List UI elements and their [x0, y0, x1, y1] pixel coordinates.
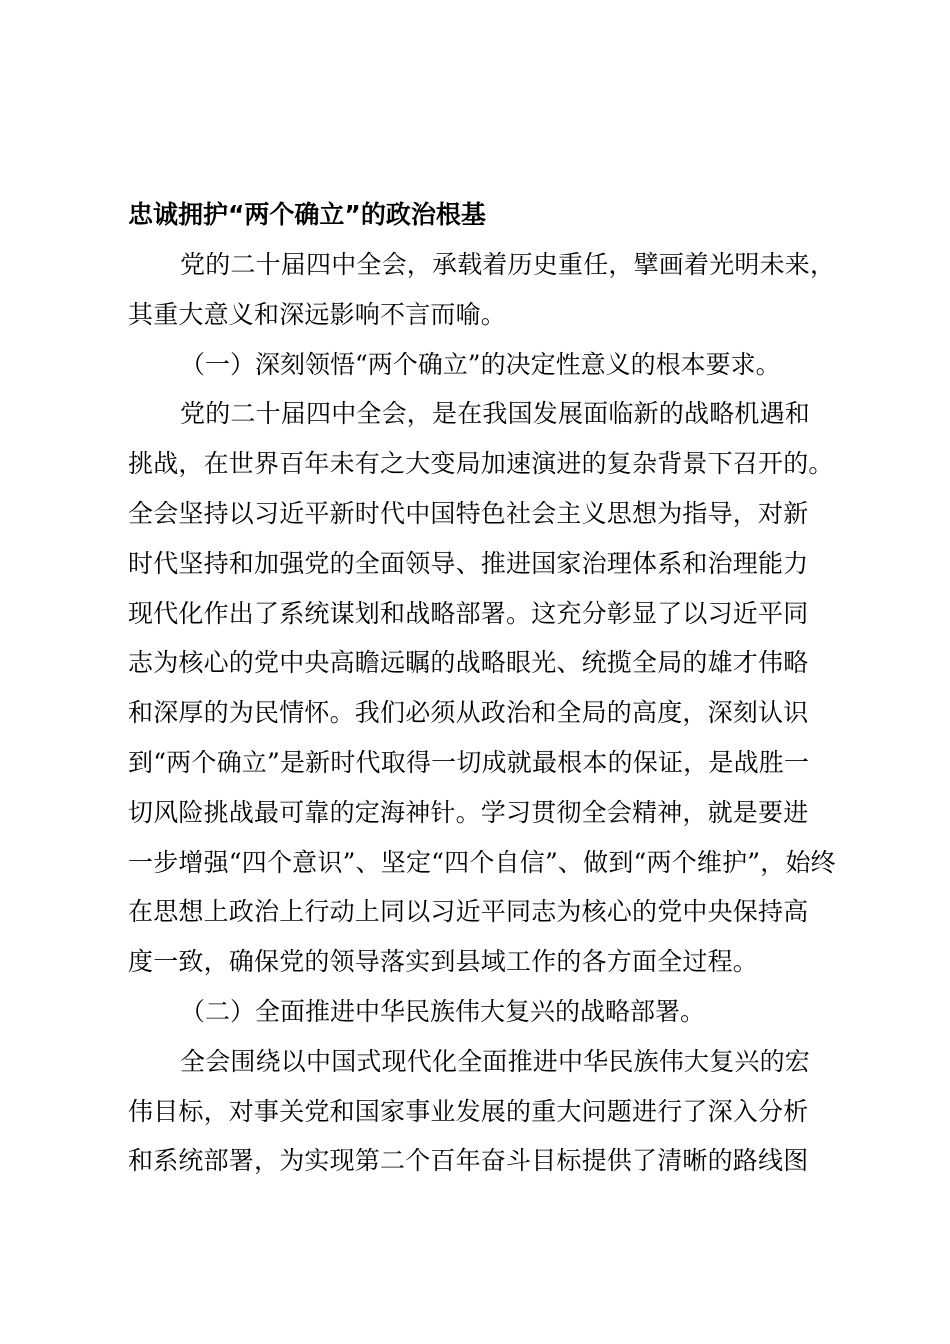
paragraph-line: 其重大意义和深远影响不言而喻。 — [128, 299, 507, 329]
section-1-paragraph — [128, 389, 838, 987]
section-heading-1: （一）深刻领悟“两个确立”的决定性意义的根本要求。 — [180, 349, 781, 379]
paragraph-line: 度一致，确保党的领导落实到县域工作的各方面全过程。 — [128, 947, 759, 977]
paragraph-line: 志为核心的党中央高瞻远瞩的战略眼光、统揽全局的雄才伟略 — [128, 648, 809, 678]
paragraph-line: 到“两个确立”是新时代取得一切成就最根本的保证，是战胜一 — [128, 747, 810, 777]
paragraph-line: 时代坚持和加强党的全面领导、推进国家治理体系和治理能力 — [128, 548, 809, 578]
document-body — [128, 190, 838, 1186]
document-title: 忠诚拥护“两个确立”的政治根基 — [128, 200, 486, 229]
paragraph-line: 全会围绕以中国式现代化全面推进中华民族伟大复兴的宏 — [180, 1046, 811, 1076]
intro-paragraph — [128, 240, 838, 340]
paragraph-line: 和深厚的为民情怀。我们必须从政治和全局的高度，深刻认识 — [128, 698, 809, 728]
paragraph-line: 一步增强“四个意识”、坚定“四个自信”、做到“两个维护”，始终 — [128, 847, 836, 877]
paragraph-line: 现代化作出了系统谋划和战略部署。这充分彰显了以习近平同 — [128, 598, 809, 628]
paragraph-line: 在思想上政治上行动上同以习近平同志为核心的党中央保持高 — [128, 897, 809, 927]
section-2-paragraph — [128, 1037, 838, 1186]
paragraph-line: 切风险挑战最可靠的定海神针。学习贯彻全会精神，就是要进 — [128, 797, 809, 827]
paragraph-line: 党的二十届四中全会，承载着历史重任，擘画着光明未来， — [180, 250, 836, 279]
paragraph-line: 全会坚持以习近平新时代中国特色社会主义思想为指导，对新 — [128, 498, 809, 528]
paragraph-line: 党的二十届四中全会，是在我国发展面临新的战略机遇和 — [180, 399, 811, 429]
paragraph-line: 挑战，在世界百年未有之大变局加速演进的复杂背景下召开的。 — [128, 449, 834, 479]
paragraph-line: 伟目标，对事关党和国家事业发展的重大问题进行了深入分析 — [128, 1096, 809, 1126]
section-heading-2: （二）全面推进中华民族伟大复兴的战略部署。 — [180, 996, 706, 1026]
paragraph-line: 和系统部署，为实现第二个百年奋斗目标提供了清晰的路线图 — [128, 1146, 809, 1176]
